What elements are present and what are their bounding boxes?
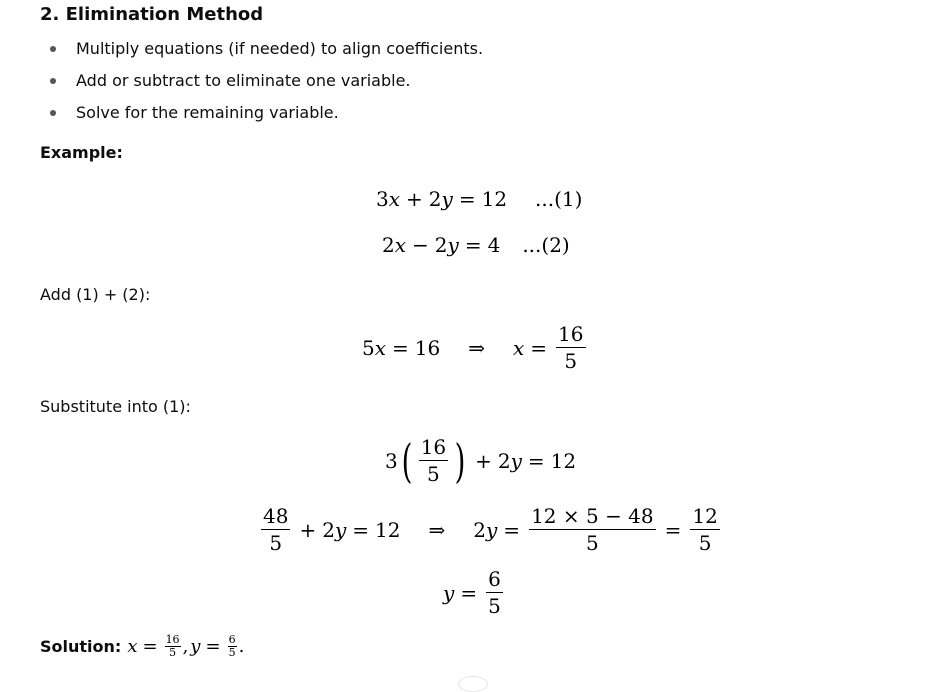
list-item-text: Solve for the remaining variable. [76,103,339,122]
list-item [50,38,483,70]
add-result-equation: 5 x = 16 ⇒ x = $\frac{16}{5}$ [362,322,584,373]
bullet-icon [50,110,56,116]
scroll-down-button[interactable] [458,676,488,692]
equation-tag: ...(1) [535,187,583,211]
steps-list [50,38,483,134]
solution-math: x = $\frac{16}{5}$ , y = $\frac{6}{5}$ . [127,633,245,660]
fraction: $\frac{48}{5}$ [263,504,289,555]
implies-arrow: ⇒ [428,517,446,542]
fraction: $\frac{12 \times 5 - 48}{5}$ [531,504,654,555]
equation-tag: ...(2) [522,233,570,257]
fraction: $\frac{16}{5}$ [558,322,584,373]
substitution-equation-3: y = $\frac{6}{5}$ [443,567,501,618]
list-item [50,102,483,134]
solution-line [40,634,244,659]
equation-2: 2 x − 2 y = 4 ...(2) [382,233,570,257]
fraction: $\frac{12}{5}$ [692,504,718,555]
fraction: $\frac{6}{5}$ [228,633,236,660]
bullet-icon [50,78,56,84]
solution-label: Solution: [40,637,122,657]
list-item-text: Multiply equations (if needed) to align coefficients. [76,39,484,58]
substitution-equation-2: $\frac{48}{5}$ + 2 y = 12 ⇒ 2 y = $\frac{12 \times 5 - 48}{5}$ = $\frac{12}{5}$ [263,504,718,555]
fraction: $\frac{16}{5}$ [165,633,180,660]
substitution-equation-1: 3 ( $\frac{16}{5}$ ) + 2 y = 12 [385,433,577,488]
equation-1: 3 x + 2 y = 12 ...(1) [376,187,583,211]
add-label: Add (1) + (2): [40,285,151,304]
fraction: $\frac{6}{5}$ [488,567,501,618]
implies-arrow: ⇒ [468,335,485,360]
substitute-label: Substitute into (1): [40,397,191,416]
fraction: $\frac{16}{5}$ [420,435,447,486]
list-item-text: Add or subtract to eliminate one variable. [76,71,411,90]
bullet-icon [50,46,56,52]
list-item [50,70,483,102]
section-heading: 2. Elimination Method [40,4,264,25]
example-label: Example: [40,143,123,162]
